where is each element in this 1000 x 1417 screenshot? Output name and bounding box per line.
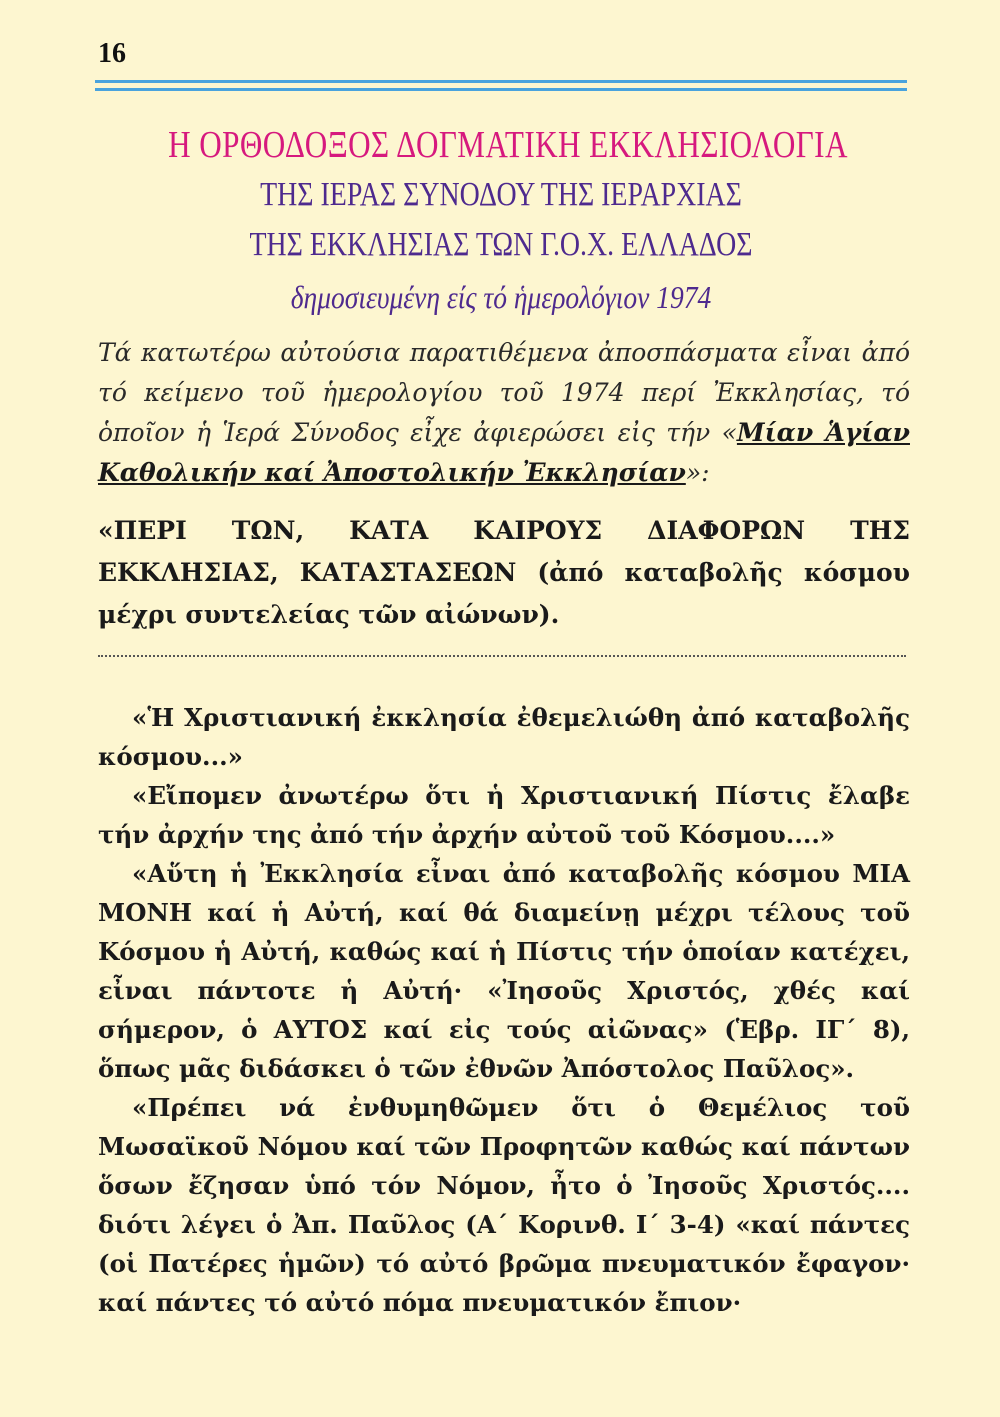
body-paragraph: «Εἴπομεν ἀνωτέρω ὅτι ἡ Χριστιανική Πίστις ἔλαβε τήν ἀρχήν της ἀπό τήν ἀρχήν αὐτοῦ τοῦ Κόσμου....» [98, 781, 910, 849]
header-rule-bottom [95, 88, 907, 91]
intro-closing: »: [685, 458, 710, 487]
intro-paragraph [98, 333, 910, 493]
body-paragraph: «Αὕτη ἡ Ἐκκλησία εἶναι ἀπό καταβολῆς κόσμου ΜΙΑ ΜΟΝΗ καί ἡ Αὐτή, καί θά διαμείνῃ μέχρι τέλους τοῦ Κόσμου ἡ Αὐτή, καθώς καί ἡ Πίστις τήν ὁποίαν κατέχει, εἶναι πάντοτε ἡ Αὐτή· «Ἰησοῦς Χριστός, χθές καί σήμερον, ὁ ΑΥΤΟΣ καί εἰς τούς αἰῶνας» (Ἑβρ. ΙΓ´ 8), ὅπως μᾶς διδάσκει ὁ τῶν ἐθνῶν Ἀπόστολος Παῦλος». [98, 859, 910, 1083]
title-publication: δημοσιευμένη είς τό ἡμερολόγιον 1974 [290, 279, 712, 315]
intro-emphasis: Μίαν Ἁγίαν Καθολικήν καί Ἀποστολικήν Ἐκκλησίαν [98, 418, 910, 487]
section-heading: «ΠΕΡΙ ΤΩΝ, ΚΑΤΑ ΚΑΙΡΟΥΣ ΔΙΑΦΟΡΩΝ ΤΗΣ ΕΚΚΛΗΣΙΑΣ, ΚΑΤΑΣΤΑΣΕΩΝ (ἀπό καταβολῆς κόσμου μέχρι συντελείας τῶν αἰώνων). [98, 516, 910, 629]
body-text [98, 698, 910, 1322]
body-paragraph: «Πρέπει νά ἐνθυμηθῶμεν ὅτι ὁ Θεμέλιος τοῦ Μωσαϊκοῦ Νόμου καί τῶν Προφητῶν καθώς καί πάντων ὅσων ἔζησαν ὑπό τόν Νόμον, ἦτο ὁ Ἰησοῦς Χριστός.... διότι λέγει ὁ Ἀπ. Παῦλος (Α´ Κορινθ. Ι´ 3-4) «καί πάντες (οἱ Πατέρες ἡμῶν) τό αὐτό βρῶμα πνευματικόν ἔφαγον· καί πάντες τό αὐτό πόμα πνευματικόν ἔπιον· [98, 1093, 910, 1317]
title-line-2: ΤΗΣ ΙΕΡΑΣ ΣΥΝΟΔΟΥ ΤΗΣ ΙΕΡΑΡΧΙΑΣ [260, 176, 742, 213]
dotted-separator [98, 655, 906, 657]
header-rule-top [95, 80, 907, 83]
body-paragraph: «Ἡ Χριστιανική ἐκκλησία ἐθεμελιώθη ἀπό καταβολῆς κόσμου...» [98, 703, 910, 771]
title-block [95, 120, 907, 324]
title-line-3: ΤΗΣ ΕΚΚΛΗΣΙΑΣ ΤΩΝ Γ.Ο.Χ. ΕΛΛΑΔΟΣ [249, 226, 753, 263]
title-main: Η ΟΡΘΟΔΟΞΟΣ ΔΟΓΜΑΤΙΚΗ ΕΚΚΛΗΣΙΟΛΟΓΙΑ [168, 124, 848, 166]
intro-text: Τά κατωτέρω αὐτούσια παρατιθέμενα ἀποσπάσματα εἶναι ἀπό τό κείμενο τοῦ ἡμερολογίου τοῦ 1974 περί Ἐκκλησίας, τό ὁποῖον ἡ Ἱερά Σύνοδος εἶχε ἀφιερώσει εἰς τήν « [98, 338, 910, 447]
page-number: 16 [98, 38, 126, 69]
